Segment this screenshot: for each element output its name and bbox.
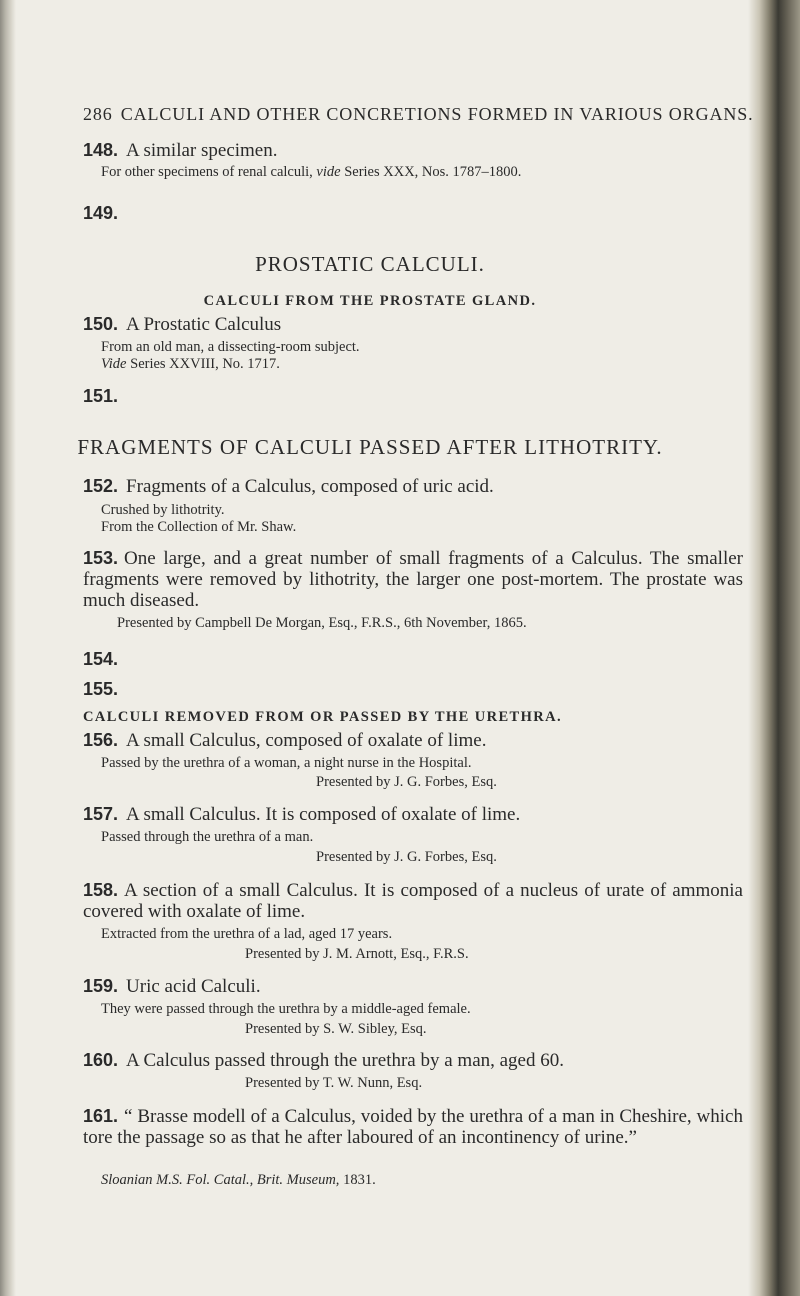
note-156-presented: Presented by J. G. Forbes, Esq. xyxy=(316,774,497,790)
entry-number: 155. xyxy=(83,679,119,699)
entry-160 xyxy=(83,1050,564,1072)
entry-153 xyxy=(83,548,743,611)
note-157-presented: Presented by J. G. Forbes, Esq. xyxy=(316,849,497,865)
entry-text: A small Calculus. It is composed of oxalate of lime. xyxy=(126,804,521,825)
note-152-collection: From the Collection of Mr. Shaw. xyxy=(101,519,297,535)
entry-156 xyxy=(83,730,486,752)
note-159-origin: They were passed through the urethra by a middle-aged female. xyxy=(101,1001,471,1017)
entry-text: A similar specimen. xyxy=(126,140,278,161)
note-158-origin: Extracted from the urethra of a lad, aged 17 years. xyxy=(101,926,393,942)
entry-161 xyxy=(83,1106,743,1148)
entry-text: One large, and a great number of small fragments of a Calculus. The smaller fragments were removed by lithotrity, the larger one post-mortem. The prostate was much diseased. xyxy=(83,548,743,611)
entry-text: A small Calculus, composed of oxalate of lime. xyxy=(126,730,487,751)
entry-number: 161. xyxy=(83,1106,119,1126)
entry-number: 159. xyxy=(83,976,119,996)
entry-number: 154. xyxy=(83,649,119,669)
subsection-title-urethra: CALCULI REMOVED FROM OR PASSED BY THE URETHRA. xyxy=(83,709,563,725)
entry-number: 149. xyxy=(83,203,119,223)
vide-italic: vide xyxy=(316,164,341,180)
section-title-prostatic: PROSTATIC CALCULI. xyxy=(255,252,485,276)
entry-text: Fragments of a Calculus, composed of uric acid. xyxy=(126,476,494,497)
note-159-presented: Presented by S. W. Sibley, Esq. xyxy=(245,1021,427,1037)
note-157-origin: Passed through the urethra of a man. xyxy=(101,829,314,845)
note-150-origin: From an old man, a dissecting-room subject. xyxy=(101,339,360,355)
entry-number: 153. xyxy=(83,548,119,568)
entry-148 xyxy=(83,140,278,162)
entry-151 xyxy=(83,386,126,408)
entry-150 xyxy=(83,314,281,336)
entry-text: Uric acid Calculi. xyxy=(126,976,261,997)
entry-text: A Prostatic Calculus xyxy=(126,314,282,335)
entry-159 xyxy=(83,976,261,998)
entry-155 xyxy=(83,679,126,701)
entry-number: 151. xyxy=(83,386,119,406)
note-161-source: Sloanian M.S. Fol. Catal., Brit. Museum, 1831. xyxy=(101,1172,376,1188)
entry-text: “ Brasse modell of a Calculus, voided by the urethra of a man in Cheshire, which tore the passage so as that he after laboured of an incontinency of urine.” xyxy=(83,1106,743,1148)
entry-text: A Calculus passed through the urethra by a man, aged 60. xyxy=(126,1050,564,1071)
section-title-fragments: FRAGMENTS OF CALCULI PASSED AFTER LITHOTRITY. xyxy=(77,435,663,459)
note-152-method: Crushed by lithotrity. xyxy=(101,502,225,518)
note-148: For other specimens of renal calculi, vide Series XXX, Nos. 1787–1800. xyxy=(101,164,522,180)
entry-149 xyxy=(83,203,126,225)
entry-text: A section of a small Calculus. It is composed of a nucleus of urate of ammonia covered with oxalate of lime. xyxy=(83,880,743,922)
note-156-origin: Passed by the urethra of a woman, a night nurse in the Hospital. xyxy=(101,755,472,771)
entry-number: 157. xyxy=(83,804,119,824)
entry-number: 160. xyxy=(83,1050,119,1070)
entry-number: 150. xyxy=(83,314,119,334)
running-title: CALCULI AND OTHER CONCRETIONS FORMED IN VARIOUS ORGANS. xyxy=(120,104,754,124)
subsection-title-prostate-gland: CALCULI FROM THE PROSTATE GLAND. xyxy=(203,293,537,309)
entry-157 xyxy=(83,804,520,826)
running-header xyxy=(83,104,754,125)
note-153-presented: Presented by Campbell De Morgan, Esq., F.R.S., 6th November, 1865. xyxy=(117,615,527,631)
note-160-presented: Presented by T. W. Nunn, Esq. xyxy=(245,1075,423,1091)
entry-number: 158. xyxy=(83,880,119,900)
entry-154 xyxy=(83,649,126,671)
entry-number: 156. xyxy=(83,730,119,750)
entry-number: 148. xyxy=(83,140,119,160)
entry-number: 152. xyxy=(83,476,119,496)
note-150-vide: Vide Series XXVIII, No. 1717. xyxy=(101,356,280,372)
note-158-presented: Presented by J. M. Arnott, Esq., F.R.S. xyxy=(245,946,469,962)
page-number: 286 xyxy=(83,104,113,124)
entry-158 xyxy=(83,880,743,922)
entry-152 xyxy=(83,476,494,498)
